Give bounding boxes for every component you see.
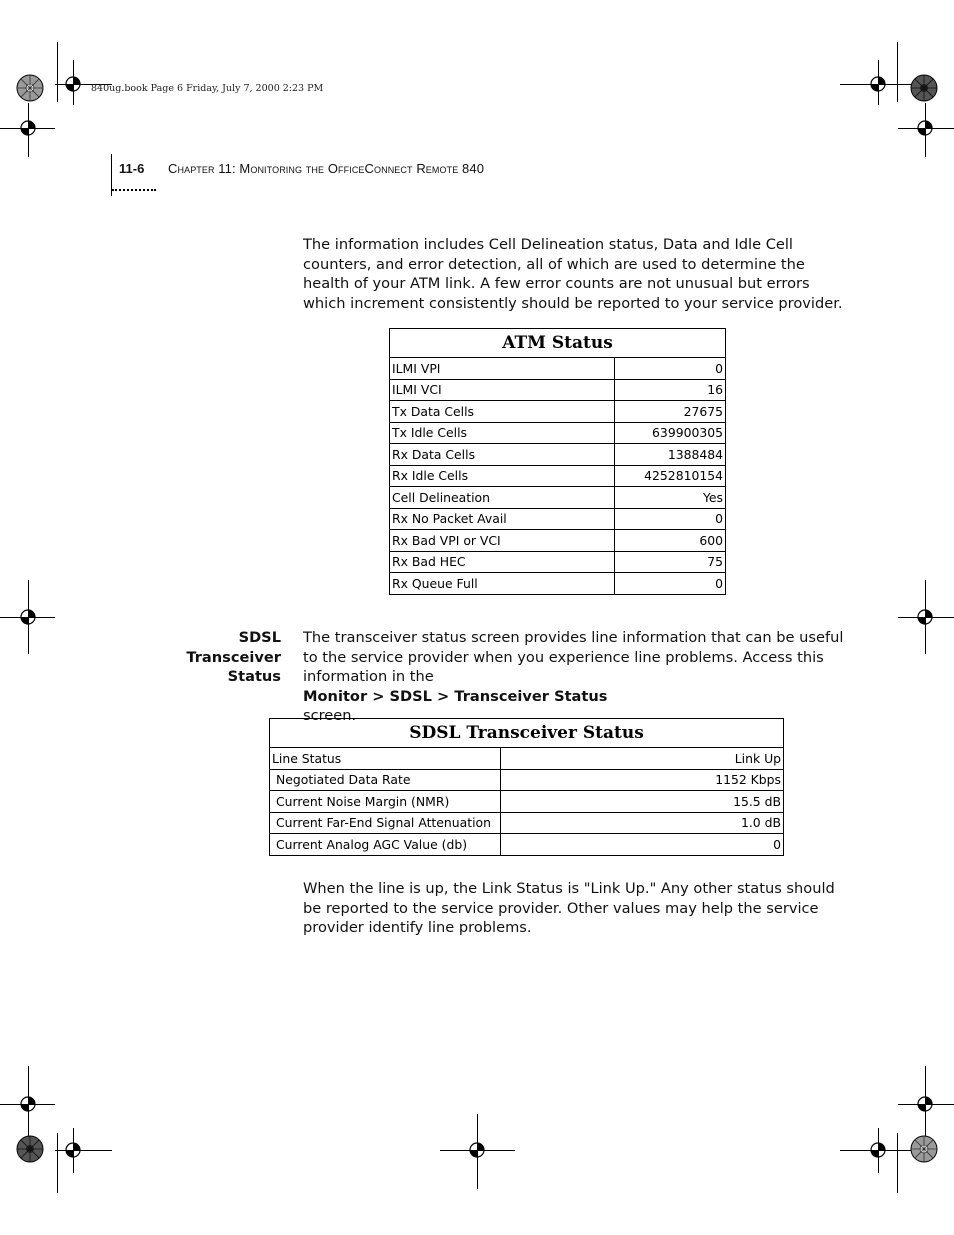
row-value: 1388484 (615, 444, 726, 466)
table-row (390, 379, 726, 401)
row-value: 0 (501, 834, 784, 856)
table-row (270, 812, 784, 834)
registration-target-icon (17, 1093, 39, 1115)
table-row (390, 551, 726, 573)
registration-target-icon (62, 73, 84, 95)
table-row (270, 791, 784, 813)
table-row (390, 508, 726, 530)
running-head-model-number: 840 (462, 161, 485, 176)
table-row (390, 422, 726, 444)
page-number: 11-6 (119, 161, 145, 176)
row-label: Rx Data Cells (390, 444, 615, 466)
row-value: 0 (615, 508, 726, 530)
registration-target-icon (914, 117, 936, 139)
row-label: Rx No Packet Avail (390, 508, 615, 530)
registration-target-icon (914, 1093, 936, 1115)
row-label: Negotiated Data Rate (270, 769, 501, 791)
row-label: Line Status (270, 748, 501, 770)
row-value: 0 (615, 358, 726, 380)
row-label: ILMI VCI (390, 379, 615, 401)
table-row (390, 358, 726, 380)
intro-paragraph (303, 235, 843, 313)
table-row (390, 444, 726, 466)
table-row (390, 401, 726, 423)
row-label: Current Noise Margin (NMR) (270, 791, 501, 813)
row-value: 639900305 (615, 422, 726, 444)
row-label: Rx Bad HEC (390, 551, 615, 573)
row-value: Yes (615, 487, 726, 509)
closing-paragraph (303, 879, 835, 938)
table-row (270, 834, 784, 856)
row-value: 4252810154 (615, 465, 726, 487)
sdsl-status-title: SDSL Transceiver Status (270, 719, 784, 748)
atm-status-table (389, 328, 726, 595)
paragraph-line: counters, and error detection, all of which are used to determine the (303, 255, 805, 273)
sdsl-transceiver-status-table (269, 718, 784, 856)
row-value: 1.0 dB (501, 812, 784, 834)
paragraph-line: which increment consistently should be reported to your service provider. (303, 294, 843, 312)
running-head (168, 161, 484, 176)
row-label: Cell Delineation (390, 487, 615, 509)
row-label: Current Far-End Signal Attenuation (270, 812, 501, 834)
row-value: 0 (615, 573, 726, 595)
registration-target-icon (17, 606, 39, 628)
starburst-mark-icon (16, 1135, 44, 1163)
paragraph-text: screen. (303, 707, 357, 725)
table-row (270, 769, 784, 791)
paragraph-line: provider identify line problems. (303, 919, 532, 937)
row-value: Link Up (501, 748, 784, 770)
registration-target-icon (867, 1139, 889, 1161)
paragraph-line: health of your ATM link. A few error counts are not unusual but errors (303, 275, 810, 293)
paragraph-line: The transceiver status screen provides line information that can be useful (303, 629, 844, 646)
row-label: Rx Idle Cells (390, 465, 615, 487)
running-head-text: Chapter 11: Monitoring the OfficeConnect Remote (168, 161, 463, 176)
atm-status-title: ATM Status (390, 329, 726, 358)
folio-dotted-rule (112, 186, 156, 191)
row-label: Tx Data Cells (390, 401, 615, 423)
table-row (390, 573, 726, 595)
print-slug: 840ug.book Page 6 Friday, July 7, 2000 2:23 PM (91, 83, 324, 94)
section-heading-line: SDSL Transceiver (186, 629, 281, 666)
row-label: Tx Idle Cells (390, 422, 615, 444)
registration-target-icon (914, 606, 936, 628)
row-label: ILMI VPI (390, 358, 615, 380)
paragraph-line: The information includes Cell Delineation status, Data and Idle Cell (303, 236, 793, 253)
sdsl-paragraph (303, 628, 843, 726)
row-label: Rx Bad VPI or VCI (390, 530, 615, 552)
row-label: Rx Queue Full (390, 573, 615, 595)
starburst-mark-icon (910, 1135, 938, 1163)
table-row (270, 748, 784, 770)
row-label: Current Analog AGC Value (db) (270, 834, 501, 856)
row-value: 1152 Kbps (501, 769, 784, 791)
registration-target-icon (17, 117, 39, 139)
paragraph-line: be reported to the service provider. Other values may help the service (303, 899, 819, 917)
row-value: 15.5 dB (501, 791, 784, 813)
paragraph-line: to the service provider when you experience line problems. Access this (303, 648, 824, 666)
paragraph-line: When the line is up, the Link Status is "Link Up." Any other status should (303, 880, 835, 897)
table-row (390, 487, 726, 509)
paragraph-text: information in the (303, 668, 434, 686)
section-heading (140, 628, 281, 687)
row-value: 600 (615, 530, 726, 552)
starburst-mark-icon (910, 74, 938, 102)
registration-target-icon (867, 73, 889, 95)
registration-target-icon (62, 1139, 84, 1161)
section-heading-line: Status (227, 668, 281, 686)
row-value: 16 (615, 379, 726, 401)
table-row (390, 530, 726, 552)
starburst-mark-icon (16, 74, 44, 102)
table-row (390, 465, 726, 487)
registration-target-icon (466, 1139, 488, 1161)
row-value: 27675 (615, 401, 726, 423)
menu-path: Monitor > SDSL > Transceiver Status (303, 687, 608, 705)
row-value: 75 (615, 551, 726, 573)
